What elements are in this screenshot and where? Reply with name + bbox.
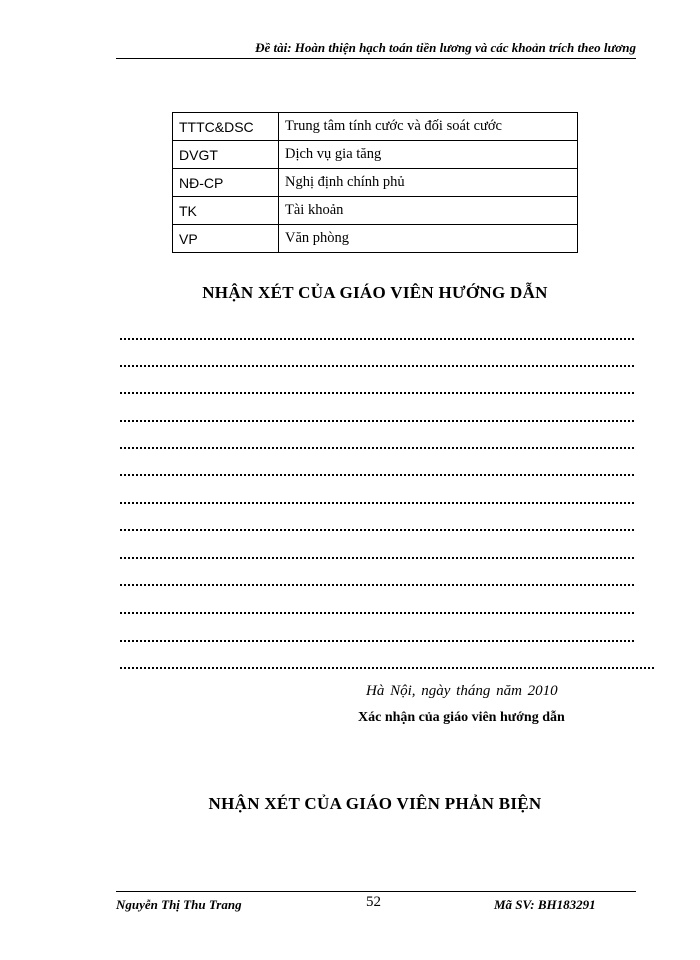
supervisor-comment-title: NHẬN XÉT CỦA GIÁO VIÊN HƯỚNG DẪN [202, 283, 548, 302]
dotted-line [120, 667, 654, 669]
reviewer-comment-title: NHẬN XÉT CỦA GIÁO VIÊN PHẢN BIỆN [208, 794, 542, 813]
footer-student-id: Mã SV: BH183291 [494, 897, 596, 912]
table-row [173, 225, 578, 253]
dotted-line [120, 502, 634, 504]
abbreviation-table [172, 112, 578, 253]
abbreviation-meaning: Trung tâm tính cước và đối soát cước [279, 113, 578, 141]
dotted-line [120, 640, 634, 642]
abbreviation-code: TK [173, 197, 279, 225]
dotted-line [120, 529, 634, 531]
footer-rule [116, 891, 636, 892]
abbreviation-meaning: Dịch vụ gia tăng [279, 141, 578, 169]
dotted-line [120, 392, 634, 394]
dotted-line [120, 420, 634, 422]
abbreviation-meaning: Tài khoản [279, 197, 578, 225]
abbreviation-code: VP [173, 225, 279, 253]
dotted-line [120, 338, 634, 340]
abbreviation-code: NĐ-CP [173, 169, 279, 197]
dotted-line [120, 584, 634, 586]
page-number: 52 [366, 894, 381, 910]
abbreviation-meaning: Nghị định chính phủ [279, 169, 578, 197]
table-row [173, 141, 578, 169]
supervisor-confirmation: Xác nhận của giáo viên hướng dẫn [358, 710, 565, 725]
table-row [173, 197, 578, 225]
place-date: Hà Nội, ngày tháng năm 2010 [366, 683, 558, 699]
table-row [173, 169, 578, 197]
table-row [173, 113, 578, 141]
document-header-title: Đề tài: Hoàn thiện hạch toán tiền lương và các khoản trích theo lương [255, 40, 636, 55]
abbreviation-code: DVGT [173, 141, 279, 169]
dotted-line [120, 447, 634, 449]
header-rule [116, 58, 636, 59]
footer-author: Nguyễn Thị Thu Trang [116, 897, 242, 912]
abbreviation-meaning: Văn phòng [279, 225, 578, 253]
abbreviation-code: TTTC&DSC [173, 113, 279, 141]
dotted-line [120, 557, 634, 559]
dotted-line [120, 365, 634, 367]
dotted-line [120, 474, 634, 476]
dotted-line [120, 612, 634, 614]
